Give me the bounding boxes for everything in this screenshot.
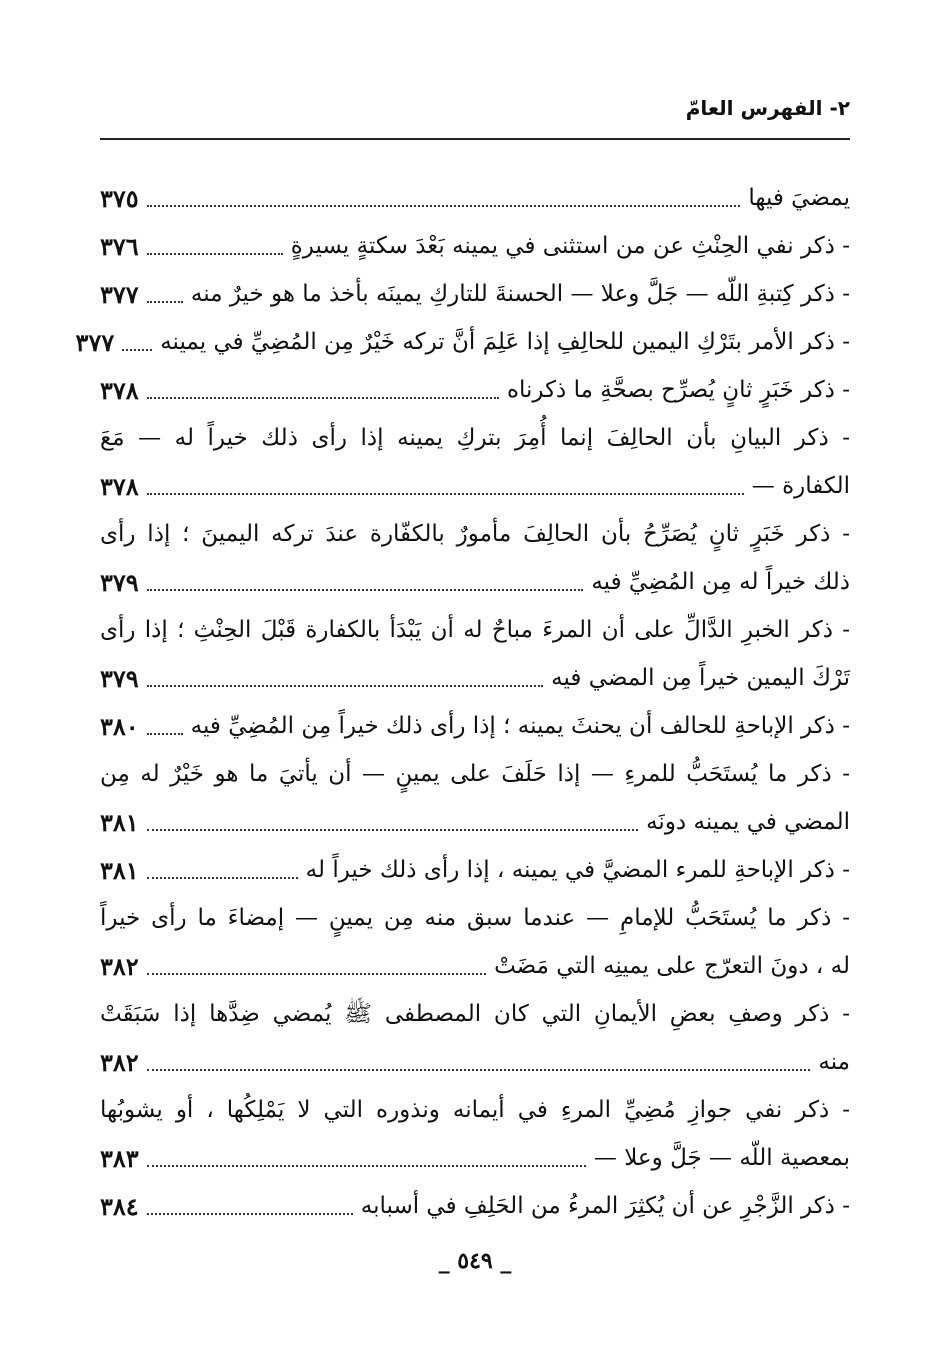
toc-entry: [100, 606, 850, 702]
dot-leader: [147, 397, 499, 399]
toc-entry: [100, 750, 850, 846]
toc-entry-line-last: [75, 318, 850, 366]
toc-entry: [100, 1182, 850, 1230]
dot-leader: [147, 877, 298, 879]
toc-entry-line-last: [100, 366, 850, 414]
dot-leader: [147, 1213, 353, 1215]
toc-entry-text: يمضيَ فيها: [748, 185, 850, 211]
toc-page-number: ٣٨٣: [100, 1143, 139, 1173]
toc-entry: [100, 702, 850, 750]
dot-leader: [147, 829, 638, 831]
dot-leader: [147, 253, 283, 255]
toc-page-number: ٣٨٠: [100, 711, 139, 741]
toc-entry-text: تَرْكَ اليمين خيراً مِن المضي فيه: [551, 665, 850, 691]
toc-page-number: ٣٧٥: [100, 183, 139, 213]
toc-entry: [100, 366, 850, 414]
toc-page-number: ٣٧٧: [100, 279, 139, 309]
toc-entry-text: الكفارة —: [751, 473, 850, 499]
toc-page-number: ٣٧٧: [75, 327, 115, 357]
dot-leader: [147, 973, 486, 975]
toc-entry-line: [100, 414, 850, 462]
toc-entry-text: - ذكر خَبَرٍ ثانٍ يُصَرِّحُ بأن الحالِفَ مأمورٌ بالكفّارة عندَ تركه اليمينَ ؛ إذا رأى: [100, 521, 850, 547]
toc-page-number: ٣٧٦: [100, 231, 139, 261]
toc-entry-text: - ذكر ما يُستَحَبُّ للمرءِ — إذا حَلَفَ على يمينٍ — أن يأتيَ ما هو خَيْرٌ له مِن: [100, 761, 850, 787]
toc-page-number: ٣٧٨: [100, 375, 139, 405]
toc-entry-line-last: [100, 1182, 850, 1230]
toc-entry-line: [100, 1086, 850, 1134]
toc-entry-text: - ذكر نفي جوازِ مُضِيِّ المرءِ في أيمانه ونذوره التي لا يَمْلِكُها ، أو يشوبُها: [100, 1097, 850, 1123]
toc-entry: [100, 990, 850, 1086]
toc-entry-line-last: [100, 798, 850, 846]
dot-leader: [147, 1069, 811, 1071]
toc-page-number: ٣٨٢: [100, 951, 139, 981]
toc-entry: [100, 414, 850, 510]
toc-page-number: ٣٨٢: [100, 1047, 139, 1077]
dot-leader: [147, 1165, 586, 1167]
toc-entry: [100, 1086, 850, 1182]
dot-leader: [147, 493, 744, 495]
toc-entry-line-last: [100, 654, 850, 702]
toc-entry-text: - ذكر البيانِ بأن الحالِفَ إنما أُمِرَ بتركِ يمينه إذا رأى ذلك خيراً له — مَعَ: [100, 425, 850, 451]
toc-entry-line-last: [100, 846, 850, 894]
toc-entry: [75, 318, 850, 366]
header-rule: [100, 138, 850, 140]
toc-entry-line-last: [100, 942, 850, 990]
toc-page-number: ٣٧٨: [100, 471, 139, 501]
toc-entry-line-last: [100, 174, 850, 222]
dot-leader: [147, 685, 543, 687]
toc-entry-text: - ذكر نفي الحِنْثِ عن من استثنى في يمينه بَعْدَ سكتةٍ يسيرةٍ: [290, 233, 850, 259]
toc-page-number: ٣٨١: [100, 807, 139, 837]
header-title: ٢- الفهرس العامّ: [685, 96, 850, 120]
toc-page-number: ٣٧٩: [100, 567, 139, 597]
toc-entry-line-last: [100, 270, 850, 318]
toc-entry-line: [100, 510, 850, 558]
toc-entry: [100, 846, 850, 894]
dot-leader: [147, 205, 741, 207]
toc-page-number: ٣٧٩: [100, 663, 139, 693]
toc-entry-line-last: [100, 1134, 850, 1182]
toc-entry-text: - ذكر ما يُستَحَبُّ للإمامِ — عندما سبق منه مِن يمينٍ — إمضاءَ ما رأى خيراً: [100, 905, 850, 931]
toc-entry: [100, 222, 850, 270]
toc-entry-line: [100, 894, 850, 942]
page-header: [100, 92, 850, 144]
toc-entry-text: - ذكر الزَّجْرِ عن أن يُكثِرَ المرءُ من الحَلِفِ في أسبابه: [360, 1193, 850, 1219]
toc-entry-line-last: [100, 1038, 850, 1086]
toc-entry-text: المضي في يمينه دونَه: [646, 809, 850, 835]
toc-entry-text: - ذكر وصفِ بعضِ الأيمانِ التي كان المصطفى ﷺ يُمضي ضِدَّها إذا سَبَقَتْ: [100, 1001, 850, 1027]
toc-entry-text: - ذكر الخبرِ الدَّالِّ على أن المرءَ مباحٌ له أن يَبْدَأ بالكفارة قَبْلَ الحِنْثِ ؛ إذا رأى: [100, 617, 850, 643]
toc-entry-text: - ذكر الأمر بتَرْكِ اليمين للحالِفِ إذا عَلِمَ أنَّ تركه خَيْرٌ مِن المُضِيِّ في يمينه: [160, 329, 850, 355]
toc-page-number: ٣٨٤: [100, 1191, 139, 1221]
toc-entry-text: ذلك خيراً له مِن المُضِيِّ فيه: [591, 569, 850, 595]
toc-entry-text: منه: [818, 1049, 850, 1075]
toc-entry-line-last: [100, 462, 850, 510]
toc-entry: [100, 270, 850, 318]
dot-leader: [147, 733, 183, 735]
toc-entry-text: - ذكر الإباحةِ للمرء المضيَّ في يمينه ، إذا رأى ذلك خيراً له: [305, 857, 850, 883]
toc-entry: [100, 894, 850, 990]
toc-entry: [100, 510, 850, 606]
toc-entry-text: له ، دونَ التعرّج على يمينِه التي مَضَتْ: [494, 953, 850, 979]
dot-leader: [147, 301, 183, 303]
toc-page-number: ٣٨١: [100, 855, 139, 885]
toc-entry-text: - ذكر كِتبةِ اللّه — جَلَّ وعلا — الحسنةَ للتاركِ يمينَه بأخذ ما هو خيرٌ منه: [190, 281, 850, 307]
toc-entry-text: - ذكر خَبَرٍ ثانٍ يُصرِّح بصحَّةِ ما ذكرناه: [506, 377, 850, 403]
toc-entry-line-last: [100, 702, 850, 750]
dot-leader: [147, 589, 584, 591]
toc-entry-line-last: [100, 558, 850, 606]
toc-entry-line: [100, 606, 850, 654]
toc-entry-text: - ذكر الإباحةِ للحالف أن يحنثَ يمينه ؛ إذا رأى ذلك خيراً مِن المُضِيِّ فيه: [190, 713, 850, 739]
toc-entry-line-last: [100, 222, 850, 270]
table-of-contents: [75, 174, 850, 1230]
dot-leader: [122, 349, 152, 351]
toc-entry-line: [100, 990, 850, 1038]
toc-entry: [100, 174, 850, 222]
page-number: _ ٥٤٩ _: [438, 1248, 512, 1274]
toc-entry-text: بمعصية اللّه — جَلَّ وعلا —: [593, 1145, 850, 1171]
toc-entry-line: [100, 750, 850, 798]
